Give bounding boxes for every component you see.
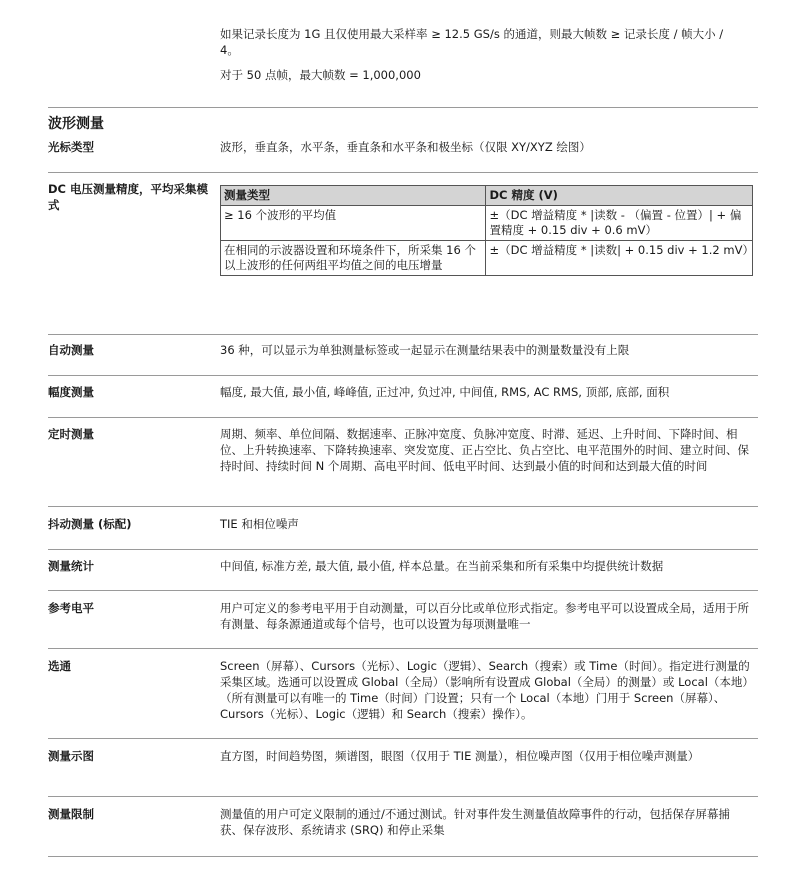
dc-accuracy-table xyxy=(220,185,753,276)
divider xyxy=(48,375,758,376)
row-label-gating: 选通 xyxy=(48,659,71,673)
row-value-timing: 周期、频率、单位间隔、数据速率、正脉冲宽度、负脉冲宽度、时滞、延迟、上升时间、下降时间、相位、上升转换速率、下降转换速率、突发宽度、正占空比、负占空比、电平范围外的时间、建立时间、保持时间、持续时间 N 个周期、高电平时间、低电平时间、达到最小值的时间和达到最大值的时间 xyxy=(220,427,749,473)
table-header-meas-type: 测量类型 xyxy=(221,186,486,206)
divider xyxy=(48,107,758,108)
divider xyxy=(48,590,758,591)
row-value-amplitude: 幅度, 最大值, 最小值, 峰峰值, 正过冲, 负过冲, 中间值, RMS, AC RMS, 顶部, 底部, 面积 xyxy=(220,385,670,399)
row-value-ref-level: 用户可定义的参考电平用于自动测量，可以百分比或单位形式指定。参考电平可以设置成全局，适用于所有测量、每条源通道或每个信号，也可以设置为每项测量唯一 xyxy=(220,601,749,631)
table-header-dc-accuracy: DC 精度 (V) xyxy=(486,186,753,206)
row-value-cursor-types: 波形，垂直条，水平条，垂直条和水平条和极坐标（仅限 XY/XYZ 绘图） xyxy=(220,140,591,154)
row-label-jitter: 抖动测量 (标配) xyxy=(48,517,132,531)
table-cell: 在相同的示波器设置和环境条件下，所采集 16 个以上波形的任何两组平均值之间的电压增量 xyxy=(221,241,486,276)
row-label-limits: 测量限制 xyxy=(48,807,94,821)
divider xyxy=(48,648,758,649)
table-header-row xyxy=(221,186,753,206)
row-value-limits: 测量值的用户可定义限制的通过/不通过测试。针对事件发生测量值故障事件的行动，包括保存屏幕捕获、保存波形、系统请求 (SRQ) 和停止采集 xyxy=(220,807,730,837)
divider xyxy=(48,334,758,335)
section-title: 波形测量 xyxy=(48,116,104,132)
row-label-cursor-types: 光标类型 xyxy=(48,140,94,154)
divider xyxy=(48,417,758,418)
row-value-plots: 直方图，时间趋势图，频谱图，眼图（仅用于 TIE 测量），相位噪声图（仅用于相位噪声测量） xyxy=(220,749,700,763)
table-row xyxy=(221,206,753,241)
table-row xyxy=(221,241,753,276)
row-label-dc-accuracy: DC 电压测量精度，平均采集模式 xyxy=(48,182,208,212)
divider xyxy=(48,549,758,550)
table-cell: ±（DC 增益精度 * |读数 - （偏置 - 位置）| + 偏置精度 + 0.15 div + 0.6 mV） xyxy=(486,206,753,241)
row-value-statistics: 中间值, 标准方差, 最大值, 最小值, 样本总量。在当前采集和所有采集中均提供统计数据 xyxy=(220,559,664,573)
row-value-gating: Screen（屏幕）、Cursors（光标）、Logic（逻辑）、Search（搜索）或 Time（时间）。指定进行测量的采集区域。选通可以设置成 Global（全局）（影响所有设置成 Global（全局）的测量）或 Local（本地）（所有测量可以有唯一的 Time（时间）门设置；只有一个 Local（本地）门用于 Screen（屏幕）、Cursors（光标）、Logic（逻辑）和 Search（搜索）操作）。 xyxy=(220,659,750,721)
row-label-statistics: 测量统计 xyxy=(48,559,94,573)
row-label-auto-meas: 自动测量 xyxy=(48,343,94,357)
row-value-auto-meas: 36 种，可以显示为单独测量标签或一起显示在测量结果表中的测量数量没有上限 xyxy=(220,343,630,357)
divider xyxy=(48,738,758,739)
row-value-jitter: TIE 和相位噪声 xyxy=(220,517,299,531)
table-cell: ±（DC 增益精度 * |读数| + 0.15 div + 1.2 mV） xyxy=(486,241,753,276)
row-label-plots: 测量示图 xyxy=(48,749,94,763)
table-cell: ≥ 16 个波形的平均值 xyxy=(221,206,486,241)
divider xyxy=(48,796,758,797)
intro-line-frames: 如果记录长度为 1G 且仅使用最大采样率 ≥ 12.5 GS/s 的通道，则最大帧数 ≥ 记录长度 / 帧大小 / 4。 xyxy=(220,27,724,57)
intro-line-example: 对于 50 点帧，最大帧数 = 1,000,000 xyxy=(220,68,421,82)
row-label-amplitude: 幅度测量 xyxy=(48,385,94,399)
divider xyxy=(48,506,758,507)
row-label-timing: 定时测量 xyxy=(48,427,94,441)
divider xyxy=(48,856,758,857)
divider xyxy=(48,172,758,173)
row-label-ref-level: 参考电平 xyxy=(48,601,94,615)
